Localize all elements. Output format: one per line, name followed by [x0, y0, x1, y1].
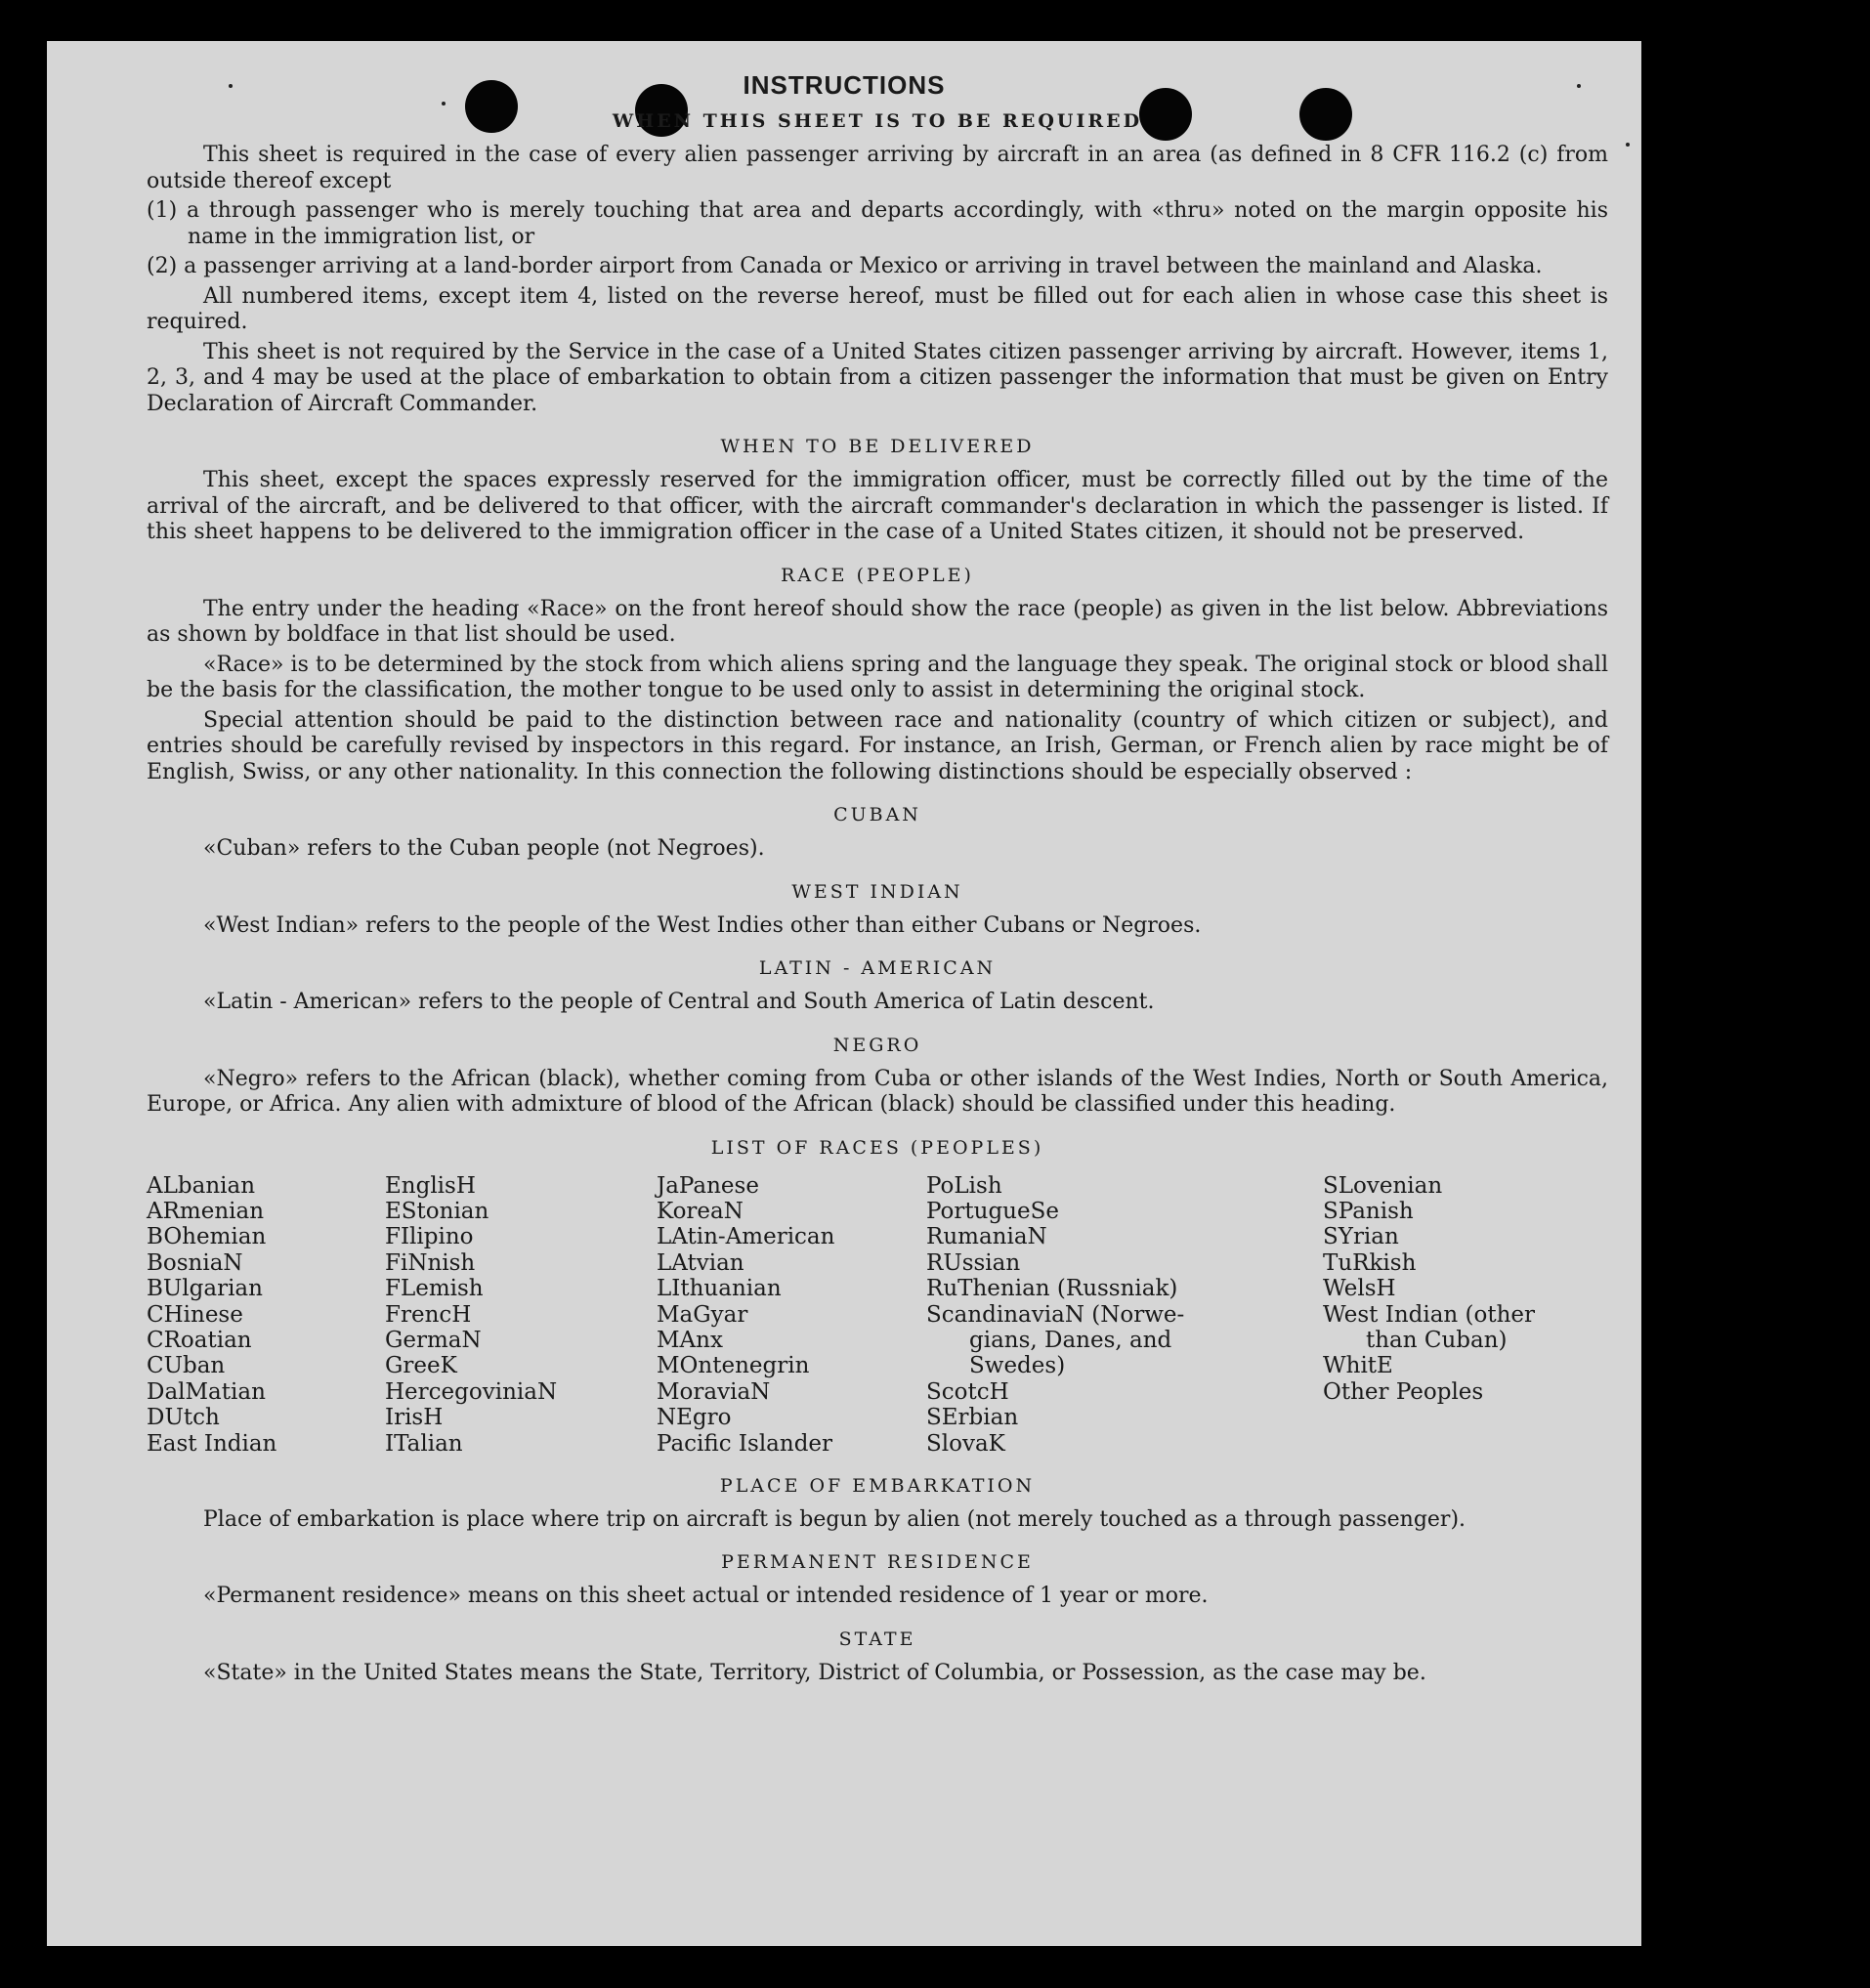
- section-heading: PLACE OF EMBARKATION: [719, 1474, 1036, 1497]
- section-heading: STATE: [838, 1628, 916, 1650]
- race-item: LAtvian: [657, 1249, 744, 1276]
- race-column: [385, 1173, 657, 1457]
- paragraph: All numbered items, except item 4, listed on the reverse hereof, must be filled out for each alien in whose case this sheet is required.: [147, 283, 1608, 334]
- race-item: SLovenian: [1323, 1172, 1443, 1199]
- race-item: BUlgarian: [147, 1276, 263, 1302]
- race-item: West Indian (other: [1323, 1301, 1536, 1328]
- race-item: PoLish: [926, 1172, 1002, 1199]
- race-item: DUtch: [147, 1405, 220, 1431]
- paragraph: Special attention should be paid to the distinction between race and nationality (country of which citizen or subject), and entries should be carefully revised by inspectors in this regard. For instance, an Irish, German, or French alien by race might be of English, Swiss, or any other nationality. In this connection the following distinctions should be especially observed :: [147, 707, 1608, 784]
- section-heading: LATIN - AMERICAN: [758, 957, 997, 979]
- race-item: gians, Danes, and: [969, 1327, 1172, 1353]
- race-item: JaPanese: [657, 1172, 759, 1199]
- race-item: PortugueSe: [926, 1198, 1059, 1224]
- race-item: GermaN: [385, 1327, 482, 1353]
- race-item: SPanish: [1323, 1198, 1414, 1224]
- race-item: CUban: [147, 1353, 226, 1379]
- paragraph: The entry under the heading «Race» on the front hereof should show the race (people) as given in the list below. Abbreviations as shown by boldface in that list should be used.: [147, 596, 1608, 647]
- race-item: EStonian: [385, 1198, 489, 1224]
- race-item: TuRkish: [1323, 1249, 1417, 1276]
- race-item: RumaniaN: [926, 1224, 1047, 1250]
- race-item: FIlipino: [385, 1224, 474, 1250]
- race-item: MAnx: [657, 1327, 723, 1353]
- race-item: Swedes): [969, 1353, 1066, 1379]
- race-item: ScandinaviaN (Norwe-: [926, 1301, 1185, 1328]
- race-item: WhitE: [1323, 1353, 1393, 1379]
- paragraph: «West Indian» refers to the people of the West Indies other than either Cubans or Negroes.: [203, 912, 1202, 938]
- race-item: DalMatian: [147, 1378, 266, 1405]
- race-list: [147, 1173, 1608, 1457]
- race-item: BOhemian: [147, 1224, 267, 1250]
- section-heading: LIST OF RACES (PEOPLES): [710, 1136, 1044, 1159]
- race-item: WelsH: [1323, 1276, 1396, 1302]
- race-item: HercegoviniaN: [385, 1378, 558, 1405]
- race-item: SlovaK: [926, 1430, 1005, 1457]
- section-heading: RACE (PEOPLE): [781, 564, 974, 586]
- section-heading: WHEN TO BE DELIVERED: [720, 436, 1035, 457]
- section-heading: CUBAN: [833, 804, 921, 825]
- paragraph: This sheet is required in the case of every alien passenger arriving by aircraft in an area (as defined in 8 CFR 116.2 (c) from outside thereof except: [147, 143, 1608, 193]
- paragraph: «Race» is to be determined by the stock from which aliens spring and the language they speak. The original stock or blood shall be the basis for the classification, the mother tongue to be used only to assist in determining the original stock.: [147, 652, 1608, 702]
- race-item: LIthuanian: [657, 1276, 782, 1302]
- paragraph: «Permanent residence» means on this sheet actual or intended residence of 1 year or more.: [203, 1584, 1209, 1609]
- race-item: IrisH: [385, 1405, 444, 1431]
- race-item: GreeK: [385, 1353, 457, 1379]
- section-heading: PERMANENT RESIDENCE: [721, 1551, 1034, 1574]
- paragraph: «Latin - American» refers to the people of Central and South America of Latin descent.: [203, 990, 1155, 1014]
- paragraph: «State» in the United States means the State, Territory, District of Columbia, or Possession, as the case may be.: [203, 1660, 1426, 1685]
- instructions-body: [147, 41, 1608, 1686]
- race-item: MaGyar: [657, 1301, 748, 1328]
- race-item: CRoatian: [147, 1327, 252, 1353]
- paragraph: This sheet is not required by the Service in the case of a United States citizen passenger arriving by aircraft. However, items 1, 2, 3, and 4 may be used at the place of embarkation to obtain from a citizen passenger the information that must be given on Entry Declaration of Aircraft Commander.: [147, 339, 1608, 416]
- race-column: [1323, 1173, 1608, 1457]
- race-item: RuThenian (Russniak): [926, 1276, 1178, 1302]
- race-item: BosniaN: [147, 1249, 243, 1276]
- document-sheet: [47, 41, 1641, 1946]
- race-column: [147, 1173, 385, 1457]
- race-item: ScotcH: [926, 1378, 1009, 1405]
- race-item: LAtin-American: [657, 1224, 835, 1250]
- section-heading: WEST INDIAN: [791, 880, 963, 903]
- race-item: MoraviaN: [657, 1378, 771, 1405]
- speck-mark: [1626, 143, 1630, 147]
- section-heading: WHEN THIS SHEET IS TO BE REQUIRED: [612, 110, 1143, 132]
- paragraph: «Negro» refers to the African (black), whether coming from Cuba or other islands of the West Indies, North or South America, Europe, or Africa. Any alien with admixture of blood of the African (black) should be classified under this heading.: [147, 1066, 1608, 1117]
- race-item: CHinese: [147, 1301, 243, 1328]
- section-heading: NEGRO: [832, 1034, 922, 1056]
- race-item: SErbian: [926, 1405, 1019, 1431]
- race-item: KoreaN: [657, 1198, 744, 1224]
- race-item: RUssian: [926, 1249, 1021, 1276]
- race-item: ALbanian: [147, 1172, 256, 1199]
- race-item: Pacific Islander: [657, 1430, 833, 1457]
- race-item: ITalian: [385, 1430, 463, 1457]
- race-item: Other Peoples: [1323, 1378, 1484, 1405]
- exception-item: (2) a passenger arriving at a land-border airport from Canada or Mexico or arriving in travel between the mainland and Alaska.: [147, 254, 1543, 278]
- paragraph: Place of embarkation is place where trip on aircraft is begun by alien (not merely touched as a through passenger).: [203, 1506, 1466, 1532]
- page-title: INSTRUCTIONS: [743, 70, 946, 100]
- race-item: FiNnish: [385, 1249, 476, 1276]
- race-item: ARmenian: [147, 1198, 265, 1224]
- race-item: SYrian: [1323, 1224, 1399, 1250]
- race-item: NEgro: [657, 1405, 732, 1431]
- race-item: MOntenegrin: [657, 1353, 810, 1379]
- race-column: [657, 1173, 926, 1457]
- paragraph: «Cuban» refers to the Cuban people (not Negroes).: [203, 836, 765, 861]
- race-item: FLemish: [385, 1276, 484, 1302]
- race-column: [926, 1173, 1323, 1457]
- paragraph: This sheet, except the spaces expressly reserved for the immigration officer, must be correctly filled out by the time of the arrival of the aircraft, and be delivered to that officer, with the aircraft commander's declaration in which the passenger is listed. If this sheet happens to be delivered to the immigration officer in the case of a United States citizen, it should not be preserved.: [147, 468, 1608, 544]
- race-item: East Indian: [147, 1430, 277, 1457]
- race-item: FrencH: [385, 1301, 472, 1328]
- exception-item: (1) a through passenger who is merely touching that area and departs accordingly, with «thru» noted on the margin opposite his name in the immigration list, or: [147, 198, 1608, 249]
- race-item: EnglisH: [385, 1172, 476, 1199]
- race-item: than Cuban): [1366, 1327, 1508, 1353]
